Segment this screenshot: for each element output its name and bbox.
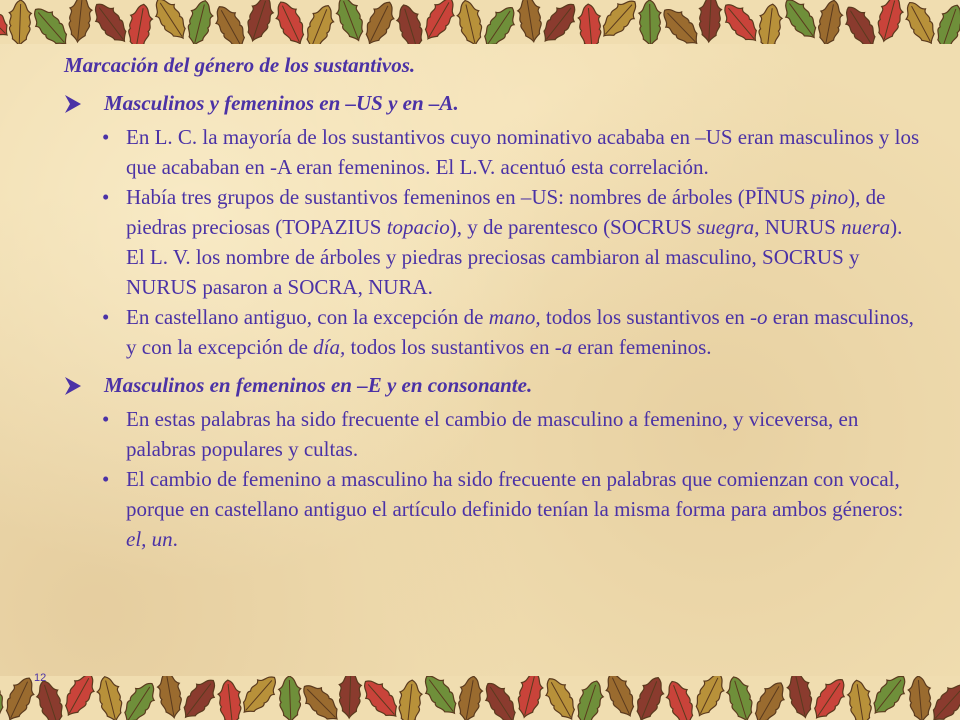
- round-bullet-icon: •: [102, 125, 110, 149]
- text-run: todos los sustantivos en -: [345, 335, 562, 359]
- bullet-item: [102, 404, 924, 464]
- arrowhead-bullet-icon: [64, 370, 104, 404]
- text-run: En estas palabras ha sido frecuente el cambio de masculino a femenino, y viceversa, en palabras populares y cultas.: [126, 407, 859, 461]
- bullet-item: [102, 182, 924, 302]
- text-run: .: [172, 527, 178, 551]
- section-heading-text: Masculinos y femeninos en –US y en –A.: [104, 91, 459, 115]
- round-bullet-icon: •: [102, 407, 110, 431]
- text-run: ), y de parentesco (SOCRUS: [449, 215, 698, 239]
- section-heading: [64, 88, 924, 122]
- text-run: En castellano antiguo, con la excepción de: [126, 305, 489, 329]
- leaf-border-top: [0, 0, 960, 44]
- italic-text-run: suegra: [697, 215, 755, 239]
- italic-text-run: mano,: [488, 305, 541, 329]
- section-heading-text: Masculinos en femeninos en –E y en consonante.: [104, 373, 533, 397]
- section: [64, 370, 924, 554]
- bullet-list: [64, 404, 924, 554]
- text-run: Había tres grupos de sustantivos femeninos en –US: nombres de árboles (PĪNUS: [126, 185, 811, 209]
- italic-text-run: nuera: [841, 215, 891, 239]
- arrowhead-bullet-icon: [64, 88, 104, 122]
- section-heading: [64, 370, 924, 404]
- italic-text-run: día,: [313, 335, 346, 359]
- section: [64, 88, 924, 362]
- italic-text-run: topacio: [386, 215, 450, 239]
- round-bullet-icon: •: [102, 185, 110, 209]
- round-bullet-icon: •: [102, 467, 110, 491]
- text-run: ). El L. V. los nombre de árboles y piedras preciosas cambiaron al masculino, SOCRUS y NURUS pasaron a SOCRA, NURA.: [126, 215, 903, 299]
- page-number: 12: [34, 672, 47, 684]
- text-run: En L. C. la mayoría de los sustantivos cuyo nominativo acababa en –US eran masculinos y los que acababan en -A eran femeninos. El L.V. acentuó esta correlación.: [126, 125, 920, 179]
- bullet-list: [64, 122, 924, 362]
- slide-content: [64, 50, 924, 554]
- text-run: todos los sustantivos en -: [540, 305, 758, 329]
- bullet-item: [102, 122, 924, 182]
- italic-text-run: o: [757, 305, 768, 329]
- text-run: ), de piedras preciosas (TOPAZIUS: [126, 185, 886, 239]
- text-run: , NURUS: [754, 215, 842, 239]
- leaf-border-bottom: [0, 676, 960, 720]
- round-bullet-icon: •: [102, 305, 110, 329]
- italic-text-run: a: [561, 335, 573, 359]
- italic-text-run: pino: [810, 185, 849, 209]
- text-run: eran femeninos.: [572, 335, 712, 359]
- sections-container: [64, 88, 924, 554]
- slide-title: Marcación del género de los sustantivos.: [64, 53, 416, 77]
- bullet-item: [102, 464, 924, 554]
- italic-text-run: el, un: [126, 527, 173, 551]
- bullet-item: [102, 302, 924, 362]
- text-run: El cambio de femenino a masculino ha sido frecuente en palabras que comienzan con vocal, porque en castellano antiguo el artículo definido tenían la misma forma para ambos géneros:: [126, 467, 904, 521]
- text-run: eran masculinos, y con la excepción de: [126, 305, 914, 359]
